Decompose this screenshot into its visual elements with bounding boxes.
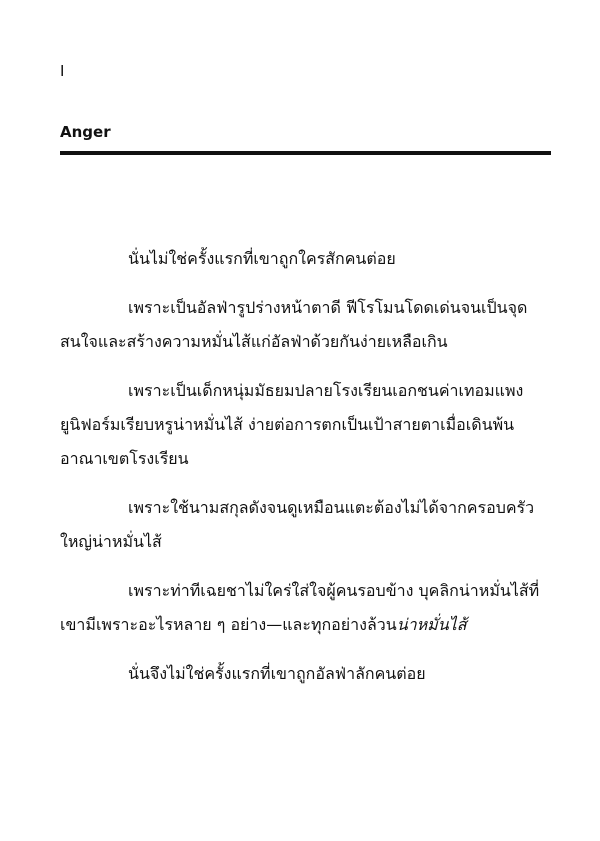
chapter-title: Anger <box>60 123 111 141</box>
paragraph-1: นั่นไม่ใช่ครั้งแรกที่เขาถูกใครสักคนต่อย <box>128 249 396 268</box>
paragraph-2: เพราะเป็นอัลฟ่ารูปร่างหน้าตาดี ฟีโรโมนโดดเด่นจนเป็นจุดสนใจและสร้างความหมั่นไส้แก่อัลฟ่าด้วยกันง่ายเหลือเกิน <box>60 298 528 351</box>
paragraph-6: นั่นจึงไม่ใช่ครั้งแรกที่เขาถูกอัลฟ่าลักคนต่อย <box>128 664 426 683</box>
chapter-body <box>60 242 551 706</box>
paragraph-3: เพราะเป็นเด็กหนุ่มมัธยมปลายโรงเรียนเอกชนค่าเทอมแพงยูนิฟอร์มเรียบหรูน่าหมั่นไส้ ง่ายต่อการตกเป็นเป้าสายตาเมื่อเดินพ้นอาณาเขตโรงเรียน <box>60 381 524 468</box>
paragraph-4: เพราะใช้นามสกุลดังจนดูเหมือนแตะต้องไม่ได้จากครอบครัวใหญ่น่าหมั่นไส้ <box>60 498 535 551</box>
chapter-number: I <box>60 62 65 80</box>
chapter-divider <box>60 151 551 155</box>
paragraph-5 <box>60 574 551 642</box>
paragraph-5-emphasis: น่าหมั่นไส้ <box>396 615 467 634</box>
paragraph-5-text: เพราะท่าทีเฉยชาไม่ใคร่ใส่ใจผู้คนรอบข้าง บุคลิกน่าหมั่นไส้ที่เขามีเพราะอะไรหลาย ๆ อย่าง—และทุกอย่างล้วน <box>60 581 540 634</box>
